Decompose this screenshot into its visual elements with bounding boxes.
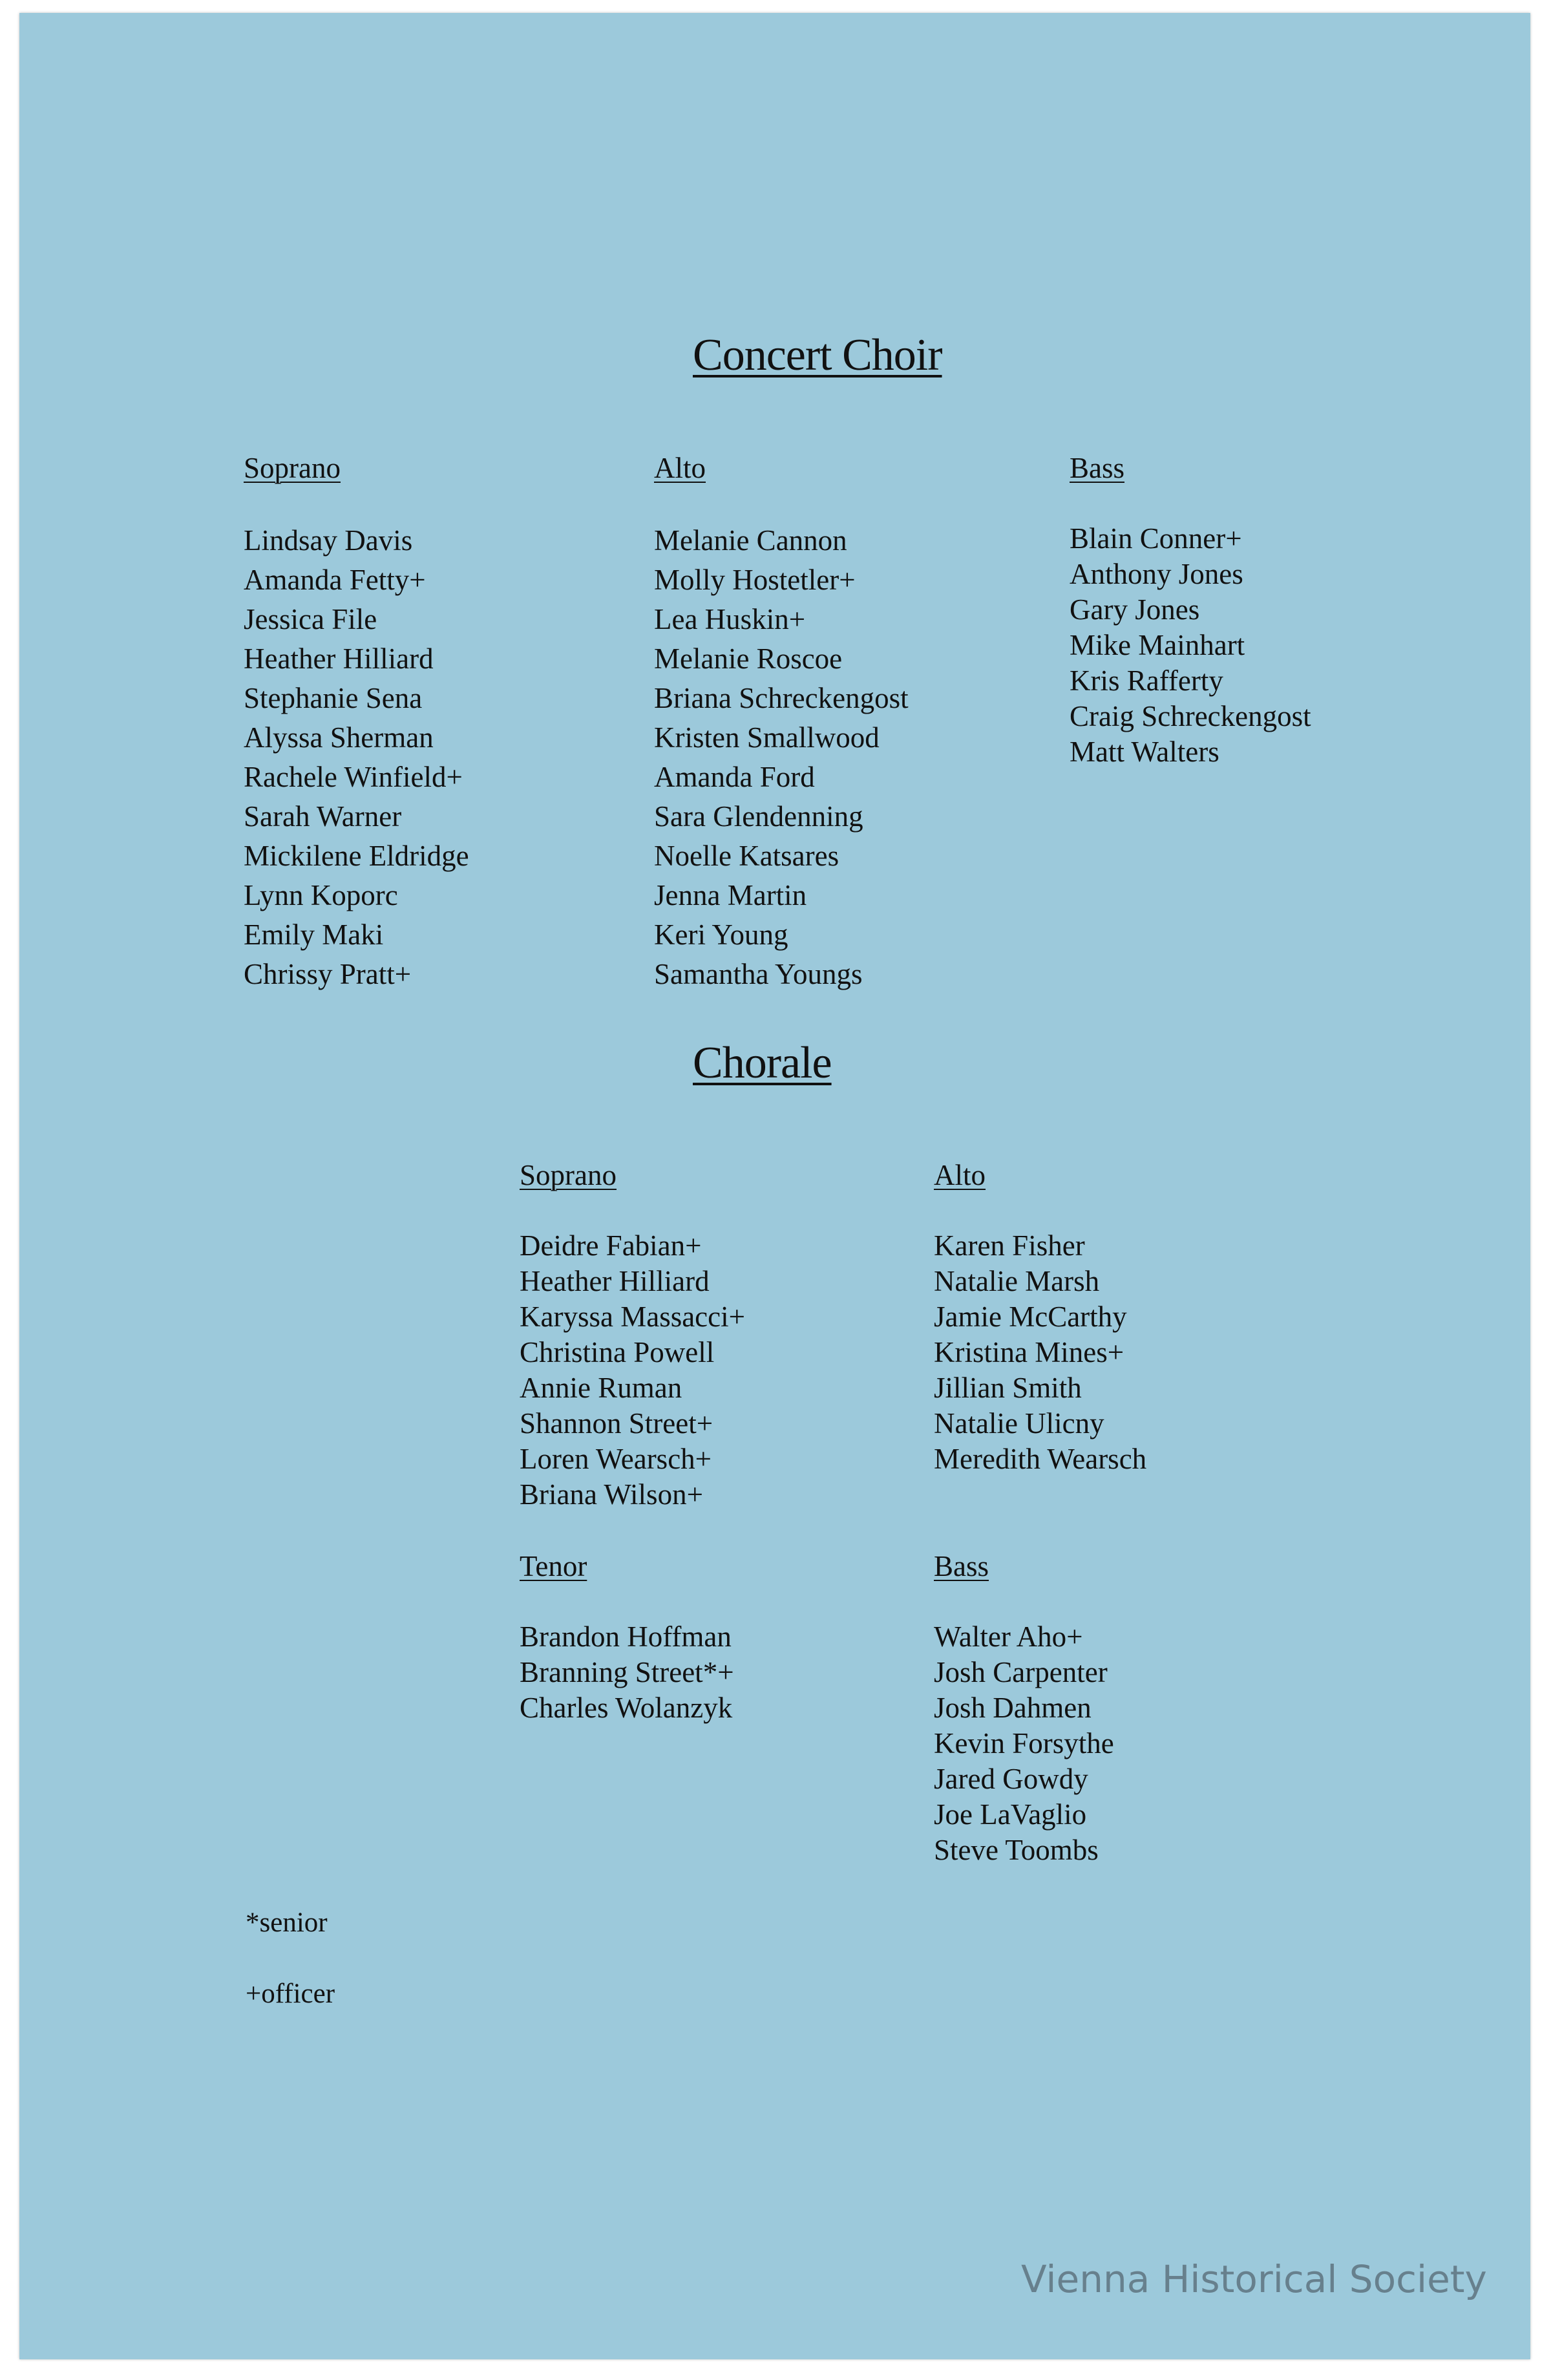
member-name: Jillian Smith	[934, 1372, 1082, 1404]
member-name: Noelle Katsares	[654, 840, 839, 872]
member-name: Molly Hostetler+	[654, 564, 856, 596]
member-name: Kevin Forsythe	[934, 1727, 1114, 1759]
chorale-alto-list	[934, 1228, 1146, 1477]
chorale-alto-heading: Alto	[934, 1159, 986, 1191]
member-name: Briana Wilson+	[520, 1478, 703, 1511]
member-name: Lynn Koporc	[244, 879, 398, 911]
concert-choir-title: Concert Choir	[693, 330, 942, 380]
member-name: Anthony Jones	[1070, 558, 1243, 590]
member-name: Chrissy Pratt+	[244, 958, 412, 990]
member-name: Samantha Youngs	[654, 958, 863, 990]
member-name: Amanda Fetty+	[244, 564, 426, 596]
legend-senior: *senior	[246, 1907, 328, 1938]
chorale-bass-heading: Bass	[934, 1550, 989, 1582]
member-name: Sara Glendenning	[654, 800, 863, 833]
member-name: Natalie Ulicny	[934, 1407, 1104, 1440]
legend-officer: +officer	[246, 1979, 335, 2009]
concert-choir-bass-heading: Bass	[1070, 452, 1125, 484]
member-name: Jenna Martin	[654, 879, 807, 911]
member-name: Charles Wolanzyk	[520, 1692, 733, 1724]
member-name: Rachele Winfield+	[244, 761, 463, 793]
member-name: Loren Wearsch+	[520, 1443, 712, 1475]
member-name: Jessica File	[244, 603, 377, 635]
member-name: Heather Hilliard	[520, 1265, 710, 1297]
chorale-soprano-list	[520, 1228, 745, 1513]
chorale-title: Chorale	[693, 1038, 832, 1088]
member-name: Annie Ruman	[520, 1372, 682, 1404]
member-name: Karen Fisher	[934, 1229, 1085, 1262]
member-name: Gary Jones	[1070, 593, 1200, 626]
member-name: Mike Mainhart	[1070, 629, 1245, 661]
member-name: Deidre Fabian+	[520, 1229, 702, 1262]
member-name: Alyssa Sherman	[244, 721, 434, 754]
chorale-tenor-list	[520, 1619, 734, 1726]
member-name: Josh Carpenter	[934, 1656, 1108, 1688]
member-name: Kristen Smallwood	[654, 721, 880, 754]
chorale-tenor-heading: Tenor	[520, 1550, 587, 1582]
member-name: Sarah Warner	[244, 800, 402, 833]
member-name: Jamie McCarthy	[934, 1301, 1127, 1333]
member-name: Amanda Ford	[654, 761, 815, 793]
member-name: Christina Powell	[520, 1336, 715, 1368]
concert-choir-alto-heading: Alto	[654, 452, 706, 484]
member-name: Branning Street*+	[520, 1656, 734, 1688]
member-name: Karyssa Massacci+	[520, 1301, 746, 1333]
member-name: Briana Schreckengost	[654, 682, 909, 714]
member-name: Matt Walters	[1070, 736, 1219, 768]
member-name: Lindsay Davis	[244, 524, 413, 557]
member-name: Emily Maki	[244, 919, 384, 951]
member-name: Brandon Hoffman	[520, 1620, 732, 1653]
member-name: Keri Young	[654, 919, 788, 951]
member-name: Walter Aho+	[934, 1620, 1083, 1653]
concert-choir-soprano-list	[244, 521, 469, 994]
concert-choir-alto-list	[654, 521, 909, 994]
member-name: Melanie Cannon	[654, 524, 847, 557]
concert-choir-soprano-heading: Soprano	[244, 452, 341, 484]
watermark-text: Vienna Historical Society	[1021, 2257, 1487, 2301]
member-name: Craig Schreckengost	[1070, 700, 1311, 732]
member-name: Melanie Roscoe	[654, 643, 843, 675]
member-name: Kristina Mines+	[934, 1336, 1124, 1368]
concert-choir-bass-list	[1070, 521, 1311, 770]
member-name: Joe LaVaglio	[934, 1798, 1087, 1831]
member-name: Natalie Marsh	[934, 1265, 1100, 1297]
chorale-soprano-heading: Soprano	[520, 1159, 617, 1191]
member-name: Steve Toombs	[934, 1834, 1099, 1866]
member-name: Jared Gowdy	[934, 1763, 1088, 1795]
member-name: Mickilene Eldridge	[244, 840, 469, 872]
chorale-bass-list	[934, 1619, 1114, 1868]
member-name: Lea Huskin+	[654, 603, 806, 635]
member-name: Josh Dahmen	[934, 1692, 1092, 1724]
program-page	[19, 13, 1530, 2359]
member-name: Stephanie Sena	[244, 682, 423, 714]
member-name: Blain Conner+	[1070, 522, 1242, 555]
member-name: Meredith Wearsch	[934, 1443, 1147, 1475]
member-name: Heather Hilliard	[244, 643, 434, 675]
member-name: Kris Rafferty	[1070, 664, 1223, 697]
member-name: Shannon Street+	[520, 1407, 713, 1440]
